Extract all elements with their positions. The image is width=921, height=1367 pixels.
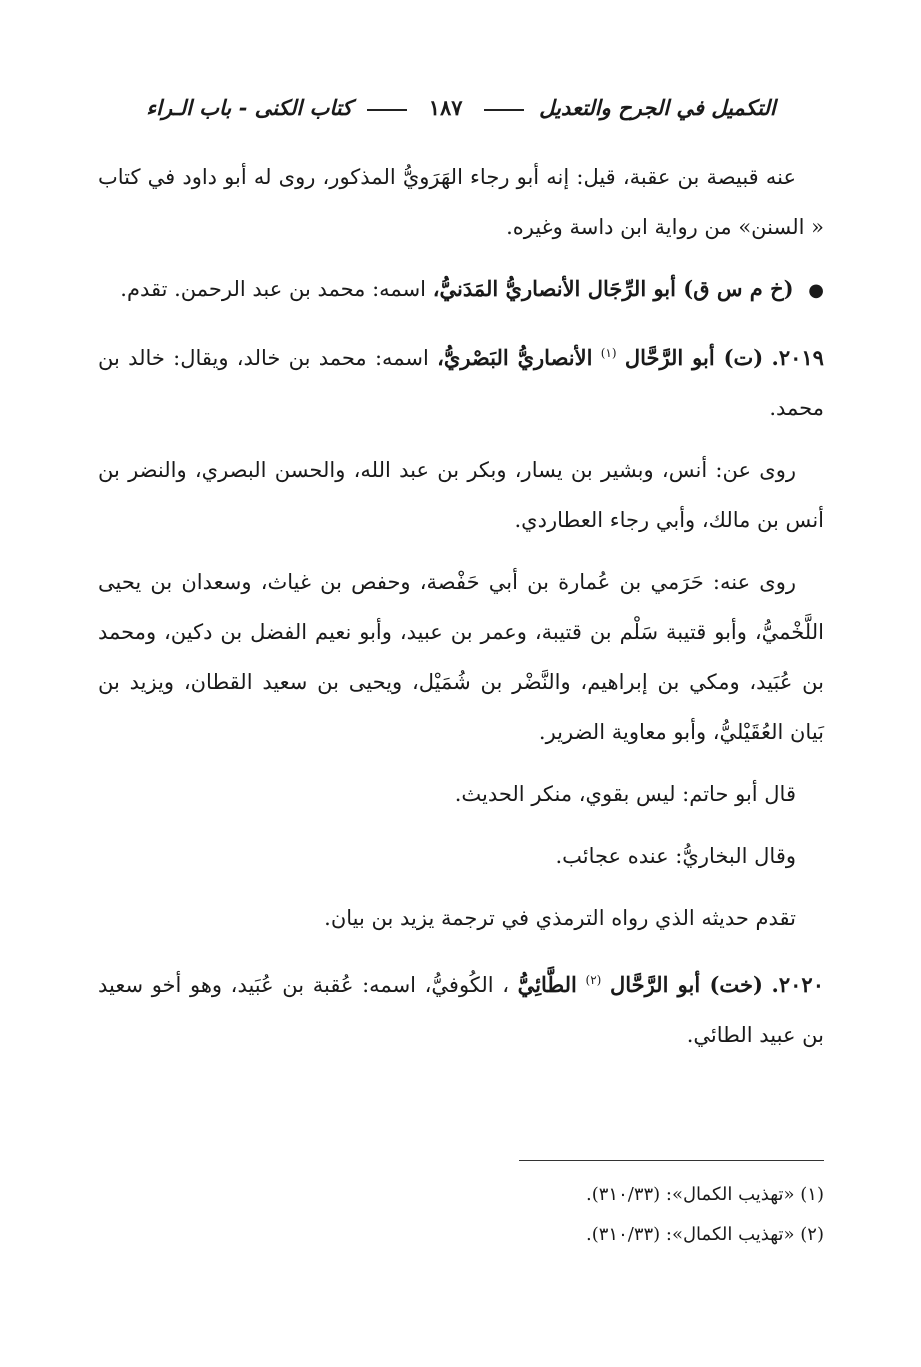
- entry-heading: (ت) أبو الرَّحَّال: [624, 345, 764, 370]
- note-tirmidhi: تقدم حديثه الذي رواه الترمذي في ترجمة يزيد بن بيان.: [324, 906, 796, 930]
- footnote-1: (١) «تهذيب الكمال»: (٣١٠/٣٣).: [586, 1184, 824, 1205]
- paragraph-narrated-from: روى عن: أنس، وبشير بن يسار، وبكر بن عبد الله، والحسن البصري، والنضر بن أنس بن مالك، وأبي رجاء العطاردي.: [98, 458, 824, 532]
- bullet-icon: ●: [808, 280, 824, 301]
- entry-heading: (خت) أبو الرَّحَّال: [609, 972, 763, 997]
- entry-number: ٢٠١٩.: [771, 345, 824, 370]
- quote-bukhari: وقال البخاريُّ: عنده عجائب.: [555, 844, 796, 868]
- entry-heading-nisba: الطَّائِيُّ: [517, 972, 577, 997]
- entry-abu-alrijal: [98, 264, 824, 316]
- page-body: [98, 152, 824, 1072]
- header-chapter-title: كتاب الكنى - باب الـراء: [146, 95, 353, 120]
- header-book-title: التكميل في الجرح والتعديل: [539, 95, 776, 120]
- entry-text: اسمه: محمد بن عبد الرحمن. تقدم.: [120, 277, 427, 301]
- entry-text: اسمه: محمد بن خالد، ويقال: خالد بن محمد.: [98, 346, 824, 420]
- running-header: [98, 95, 824, 120]
- entry-2020: [98, 955, 824, 1060]
- entry-text: ، الكُوفيُّ، اسمه: عُقبة بن عُبَيد، وهو أخو سعيد بن عبيد الطائي.: [98, 973, 824, 1047]
- footnote-ref: (٢): [585, 973, 602, 987]
- entry-number: ٢٠٢٠.: [771, 972, 824, 997]
- entry-heading: (خ م س ق) أبو الرِّجَال الأنصاريُّ المَدَنيُّ،: [432, 276, 794, 301]
- footnote-2: (٢) «تهذيب الكمال»: (٣١٠/٣٣).: [586, 1224, 824, 1245]
- quote-abu-hatim: قال أبو حاتم: ليس بقوي، منكر الحديث.: [454, 782, 796, 806]
- footnotes: [98, 1160, 824, 1255]
- footnote-ref: (١): [600, 346, 617, 360]
- footnote-divider: [519, 1160, 824, 1161]
- page-number: ١٨٧: [428, 95, 463, 120]
- paragraph-continuation: عنه قبيصة بن عقبة، قيل: إنه أبو رجاء الهَرَويُّ المذكور، روى له أبو داود في كتاب « السنن» من رواية ابن داسة وغيره.: [98, 165, 824, 239]
- entry-2019: [98, 328, 824, 433]
- paragraph-narrated-by: روى عنه: حَرَمي بن عُمارة بن أبي حَفْصة، وحفص بن غياث، وسعدان بن يحيى اللَّخْميُّ، وأبو قتيبة سَلْم بن قتيبة، وعمر بن عبيد، وأبو نعيم الفضل بن دكين، ومحمد بن عُبَيد، ومكي بن إبراهيم، والنَّضْر بن شُمَيْل، ويحيى بن سعيد القطان، ويزيد بن بَيان العُقَيْليُّ، وأبو معاوية الضرير.: [98, 570, 824, 744]
- book-page: [98, 0, 824, 1367]
- header-dash: [484, 109, 524, 111]
- header-dash: [367, 109, 407, 111]
- entry-heading-nisba: الأنصاريُّ البَصْريُّ،: [437, 345, 593, 370]
